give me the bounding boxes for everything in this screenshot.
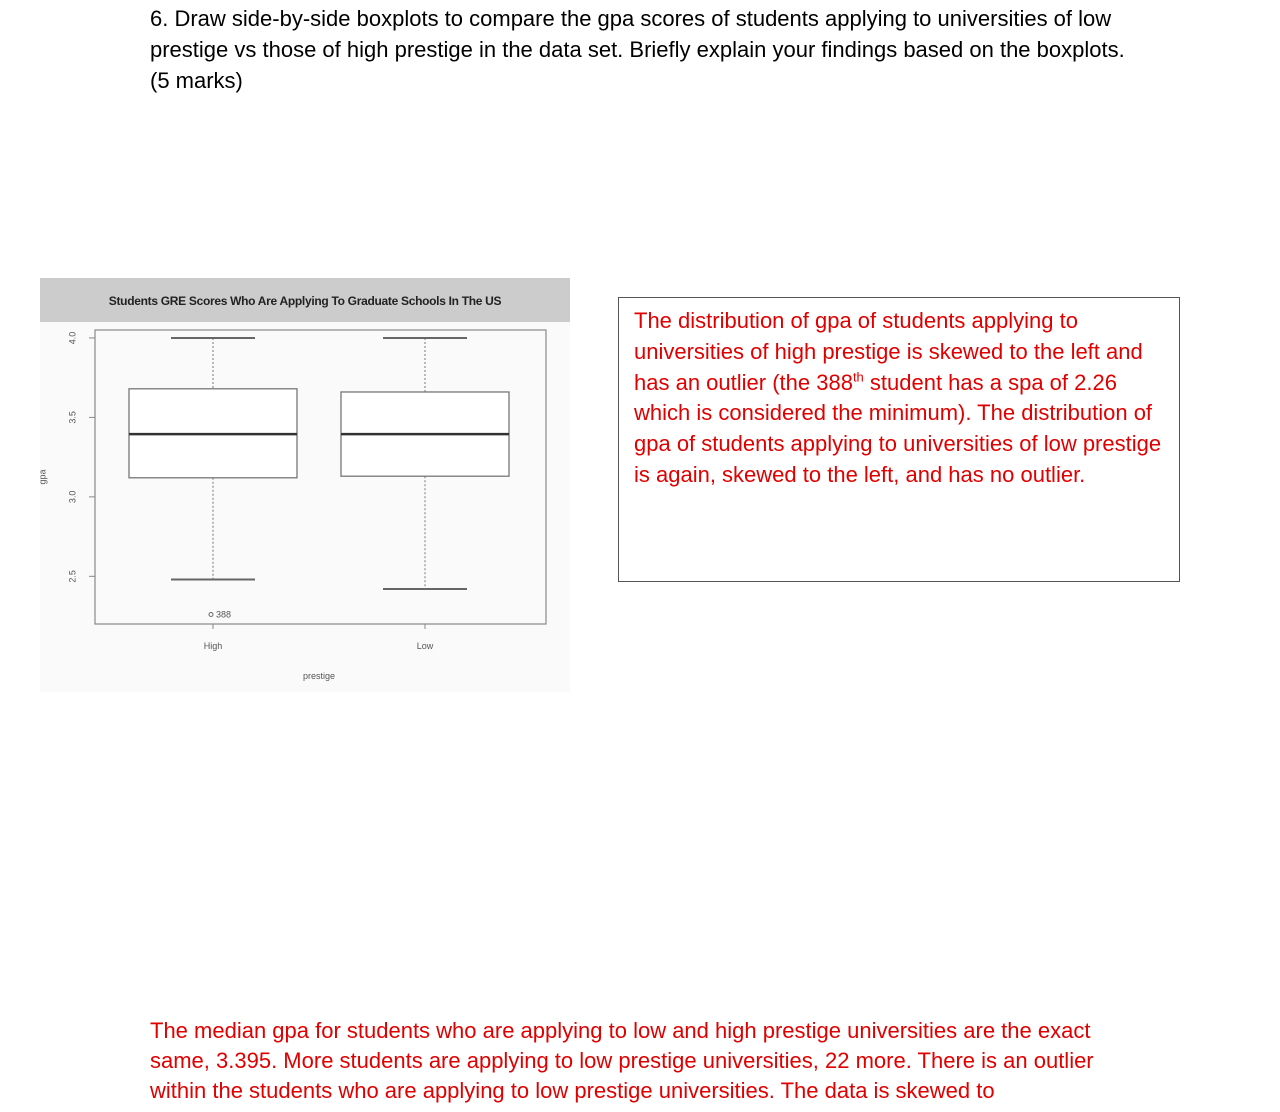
answer-text-part1: The distribution of gpa of students applying to universities of high prestige is skewed to the left and has an outlier (the 388 (634, 308, 1143, 395)
y-tick-label: 3.5 (67, 411, 78, 424)
y-tick-label: 4.0 (67, 331, 78, 345)
boxplot-svg (37, 278, 570, 692)
y-axis-label: gpa (37, 469, 48, 485)
high-outlier-label: 388 (216, 609, 232, 620)
answer-text-part2: student has a spa of 2.26 which is considered the minimum). The distribution of gpa of students applying to universities of low prestige is again, skewed to the left, and has no outlier. (634, 369, 1162, 487)
x-tick-label: High (203, 641, 223, 651)
bottom-answer-text: The median gpa for students who are applying to low and high prestige universities are the exact same, 3.395. More students are applying to low prestige universities, 22 more. There is an outlier within the students who are applying to low prestige universities. The data is skewed to (150, 1018, 1094, 1103)
x-tick-label: Low (416, 641, 434, 651)
y-tick-label: 2.5 (67, 570, 78, 583)
answer-text (634, 306, 1164, 491)
high-outlier-point (209, 612, 213, 616)
chart-title: Students GRE Scores Who Are Applying To Graduate Schools In The US (108, 294, 502, 308)
x-axis-label: prestige (302, 671, 336, 681)
answer-text-box (618, 297, 1180, 582)
boxplot-figure (37, 278, 570, 692)
answer-ordinal-sup: th (852, 369, 864, 385)
question-text: 6. Draw side-by-side boxplots to compare the gpa scores of students applying to universities of low prestige vs those of high prestige in the data set. Briefly explain your findings based on the boxplots. (5 marks) (150, 6, 1125, 93)
y-tick-label: 3.0 (67, 490, 78, 504)
